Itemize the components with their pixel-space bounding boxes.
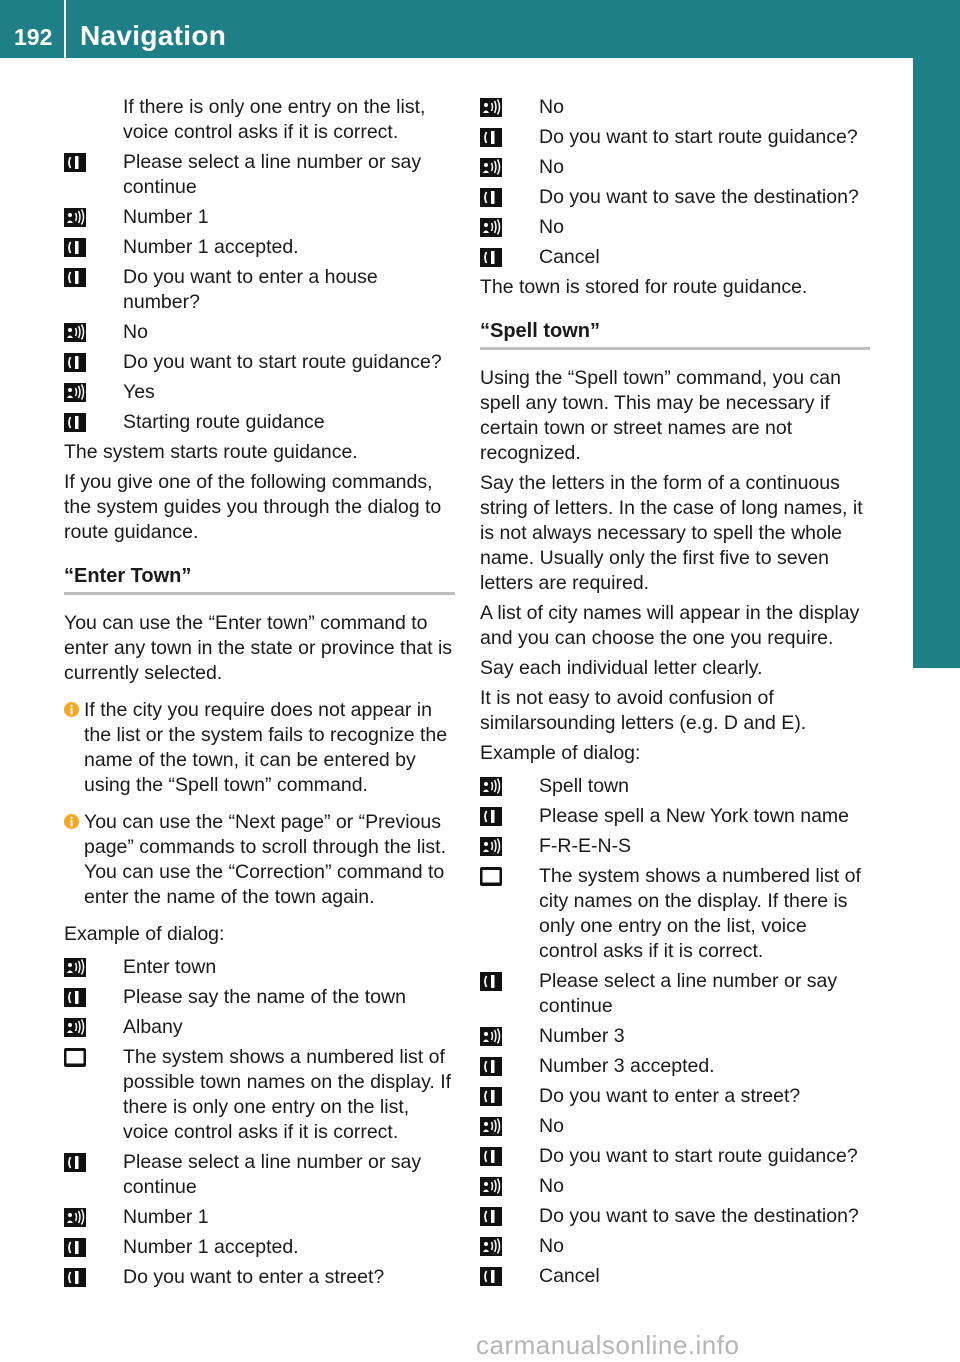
dialog-text: Albany — [123, 1016, 183, 1038]
dialog-text: No — [539, 1235, 564, 1257]
display-icon — [480, 864, 539, 889]
dialog-row — [64, 1150, 455, 1200]
dialog-row — [480, 774, 870, 799]
section-heading: “Spell town” — [480, 305, 870, 350]
dialog-text: Do you want to enter a street? — [539, 1085, 801, 1107]
dialog-row — [64, 235, 455, 260]
voice-response-icon — [64, 410, 123, 435]
dialog-text: No — [539, 216, 564, 238]
paragraph: If you give one of the following commands, the system guides you through the dialog to route guidance. — [64, 471, 442, 543]
dialog-text: F-R-E-N-S — [539, 835, 632, 857]
dialog-list — [480, 774, 870, 1289]
voice-command-icon — [480, 1234, 539, 1259]
section-title: Navigation — [80, 20, 227, 51]
paragraph: Say the letters in the form of a continuous string of letters. In the case of long names, it is not always necessary to spell the whole name. Usually only the first five to seven letters are required. — [480, 472, 863, 594]
voice-response-icon — [480, 1264, 539, 1289]
dialog-row — [64, 955, 455, 980]
dialog-row — [480, 1114, 870, 1139]
paragraph: Say each individual letter clearly. — [480, 657, 763, 679]
paragraph: A list of city names will appear in the display and you can choose the one you require. — [480, 602, 860, 649]
side-tab — [913, 58, 960, 668]
dialog-text: Number 1 — [123, 206, 209, 228]
voice-response-icon — [480, 185, 539, 210]
dialog-row — [480, 125, 870, 150]
dialog-text: Please spell a New York town name — [539, 805, 850, 827]
dialog-text: Enter town — [123, 956, 217, 978]
dialog-row — [64, 350, 455, 375]
left-column — [64, 95, 455, 1295]
info-icon — [64, 810, 84, 835]
voice-command-icon — [64, 320, 123, 345]
voice-command-icon — [64, 380, 123, 405]
dialog-text: Do you want to start route guidance? — [123, 351, 442, 373]
dialog-row — [64, 1015, 455, 1040]
info-note — [64, 698, 455, 798]
dialog-text: No — [123, 321, 148, 343]
voice-command-icon — [480, 1114, 539, 1139]
voice-command-icon — [480, 1024, 539, 1049]
dialog-text: Number 3 — [539, 1025, 625, 1047]
dialog-text: Number 1 accepted. — [123, 1236, 299, 1258]
example-label: Example of dialog: — [64, 923, 225, 945]
header-bar — [0, 0, 960, 58]
voice-command-icon — [64, 1205, 123, 1230]
voice-command-icon — [480, 774, 539, 799]
voice-response-icon — [480, 125, 539, 150]
dialog-text: Do you want to enter a street? — [123, 1266, 385, 1288]
dialog-row — [480, 1264, 870, 1289]
voice-command-icon — [64, 955, 123, 980]
dialog-text: Do you want to save the destination? — [539, 1205, 859, 1227]
dialog-text: Do you want to start route guidance? — [539, 1145, 858, 1167]
dialog-row — [480, 1054, 870, 1079]
display-icon — [64, 1045, 123, 1070]
paragraph: Using the “Spell town” command, you can spell any town. This may be necessary if certain town or street names are not recognized. — [480, 367, 841, 464]
voice-command-icon — [64, 1015, 123, 1040]
voice-command-icon — [480, 155, 539, 180]
side-tab-label: Voice Control — [930, 484, 960, 658]
dialog-row — [480, 215, 870, 240]
dialog-row — [480, 804, 870, 829]
voice-response-icon — [480, 969, 539, 994]
voice-response-icon — [64, 985, 123, 1010]
info-icon — [64, 698, 84, 723]
voice-response-icon — [64, 350, 123, 375]
dialog-text: Please say the name of the town — [123, 986, 406, 1008]
dialog-row — [64, 150, 455, 200]
voice-response-icon — [64, 1265, 123, 1290]
dialog-text: The system shows a numbered list of city names on the display. If there is only one entry on the list, voice control asks if it is correct. — [539, 865, 861, 962]
dialog-row — [480, 1144, 870, 1169]
dialog-list — [64, 150, 455, 435]
header-divider — [64, 0, 66, 58]
voice-command-icon — [480, 1174, 539, 1199]
paragraph: The system starts route guidance. — [64, 441, 358, 463]
dialog-text: No — [539, 1175, 564, 1197]
dialog-list — [64, 955, 455, 1290]
dialog-text: Please select a line number or say continue — [123, 151, 422, 198]
dialog-row — [64, 205, 455, 230]
note-text: If the city you require does not appear in the list or the system fails to recognize the name of the town, it can be entered by using the “Spell town” command. — [84, 699, 448, 796]
voice-response-icon — [480, 1204, 539, 1229]
dialog-text: Do you want to save the destination? — [539, 186, 859, 208]
dialog-row — [480, 1084, 870, 1109]
dialog-row — [480, 1204, 870, 1229]
voice-command-icon — [480, 834, 539, 859]
voice-command-icon — [480, 215, 539, 240]
dialog-text: Number 1 — [123, 1206, 209, 1228]
dialog-row — [480, 1024, 870, 1049]
voice-command-icon — [480, 95, 539, 120]
dialog-row — [480, 185, 870, 210]
paragraph: The town is stored for route guidance. — [480, 276, 808, 298]
dialog-row — [480, 1234, 870, 1259]
voice-response-icon — [480, 1084, 539, 1109]
page-number: 192 — [14, 24, 53, 50]
dialog-text: Number 1 accepted. — [123, 236, 299, 258]
right-column — [480, 95, 870, 1294]
voice-response-icon — [480, 804, 539, 829]
dialog-text: Cancel — [539, 246, 600, 268]
info-note — [64, 810, 455, 910]
dialog-text: Cancel — [539, 1265, 600, 1287]
dialog-text: No — [539, 96, 564, 118]
voice-response-icon — [480, 1054, 539, 1079]
dialog-row — [64, 1235, 455, 1260]
dialog-row — [480, 1174, 870, 1199]
dialog-text: Do you want to enter a house number? — [123, 266, 378, 313]
dialog-row — [64, 985, 455, 1010]
paragraph: It is not easy to avoid confusion of similarsounding letters (e.g. D and E). — [480, 687, 807, 734]
voice-response-icon — [64, 235, 123, 260]
voice-response-icon — [64, 1150, 123, 1175]
voice-response-icon — [480, 1144, 539, 1169]
dialog-row — [480, 95, 870, 120]
dialog-text: Starting route guidance — [123, 411, 325, 433]
dialog-text: Yes — [123, 381, 155, 403]
dialog-row — [480, 155, 870, 180]
dialog-row — [480, 864, 870, 964]
dialog-text: Please select a line number or say continue — [123, 1151, 422, 1198]
dialog-text: The system shows a numbered list of possible town names on the display. If there is only one entry on the list, voice control asks if it is correct. — [123, 1046, 452, 1143]
example-label: Example of dialog: — [480, 742, 641, 764]
dialog-row — [64, 1205, 455, 1230]
voice-response-icon — [480, 245, 539, 270]
intro-text: If there is only one entry on the list, voice control asks if it is correct. — [123, 96, 426, 143]
voice-response-icon — [64, 150, 123, 175]
dialog-row — [480, 834, 870, 859]
dialog-text: No — [539, 156, 564, 178]
dialog-row — [64, 320, 455, 345]
dialog-row — [480, 245, 870, 270]
dialog-text: Please select a line number or say continue — [539, 970, 838, 1017]
dialog-list — [480, 95, 870, 270]
section-heading: “Enter Town” — [64, 550, 455, 595]
dialog-text: No — [539, 1115, 564, 1137]
dialog-row — [64, 265, 455, 315]
dialog-row — [64, 1265, 455, 1290]
paragraph: You can use the “Enter town” command to enter any town in the state or province that is currently selected. — [64, 612, 453, 684]
voice-command-icon — [64, 205, 123, 230]
dialog-text: Number 3 accepted. — [539, 1055, 715, 1077]
voice-response-icon — [64, 265, 123, 290]
voice-response-icon — [64, 1235, 123, 1260]
dialog-row — [64, 1045, 455, 1145]
dialog-row — [480, 969, 870, 1019]
dialog-text: Spell town — [539, 775, 629, 797]
note-text: You can use the “Next page” or “Previous page” commands to scroll through the list. You can use the “Correction” command to enter the name of the town again. — [84, 811, 447, 908]
watermark: carmanualsonline.info — [476, 1330, 740, 1360]
dialog-row — [64, 380, 455, 405]
dialog-text: Do you want to start route guidance? — [539, 126, 858, 148]
dialog-row — [64, 410, 455, 435]
